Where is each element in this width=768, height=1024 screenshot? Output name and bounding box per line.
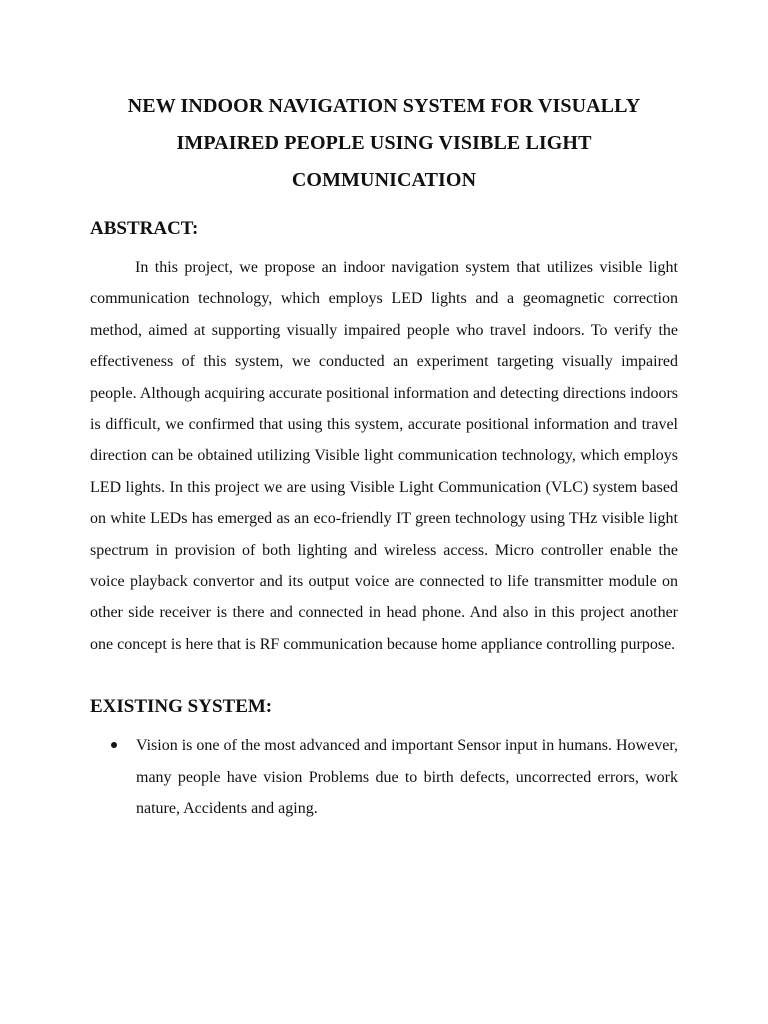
bullet-icon <box>111 742 117 748</box>
list-item-text: Vision is one of the most advanced and important Sensor input in humans. However, many people have vision Problems due to birth defects, uncorrected errors, work nature, Accidents and aging. <box>136 737 678 818</box>
list-item <box>90 730 678 824</box>
document-title: NEW INDOOR NAVIGATION SYSTEM FOR VISUALLY IMPAIRED PEOPLE USING VISIBLE LIGHT COMMUNICATION <box>127 95 641 191</box>
document-page <box>90 88 678 825</box>
abstract-paragraph: In this project, we propose an indoor navigation system that utilizes visible light communication technology, which employs LED lights and a geomagnetic correction method, aimed at supporting visually impaired people who travel indoors. To verify the effectiveness of this system, we conducted an experiment targeting visually impaired people. Although acquiring accurate positional information and detecting directions indoors is difficult, we confirmed that using this system, accurate positional information and travel direction can be obtained utilizing Visible light communication technology, which employs LED lights. In this project we are using Visible Light Communication (VLC) system based on white LEDs has emerged as an eco-friendly IT green technology using THz visible light spectrum in provision of both lighting and wireless access. Micro controller enable the voice playback convertor and its output voice are connected to life transmitter module on other side receiver is there and connected in head phone. And also in this project another one concept is here that is RF communication because home appliance controlling purpose. <box>90 259 678 653</box>
existing-system-list <box>90 730 678 824</box>
existing-system-heading: EXISTING SYSTEM: <box>90 696 273 718</box>
abstract-heading: ABSTRACT: <box>90 218 199 239</box>
